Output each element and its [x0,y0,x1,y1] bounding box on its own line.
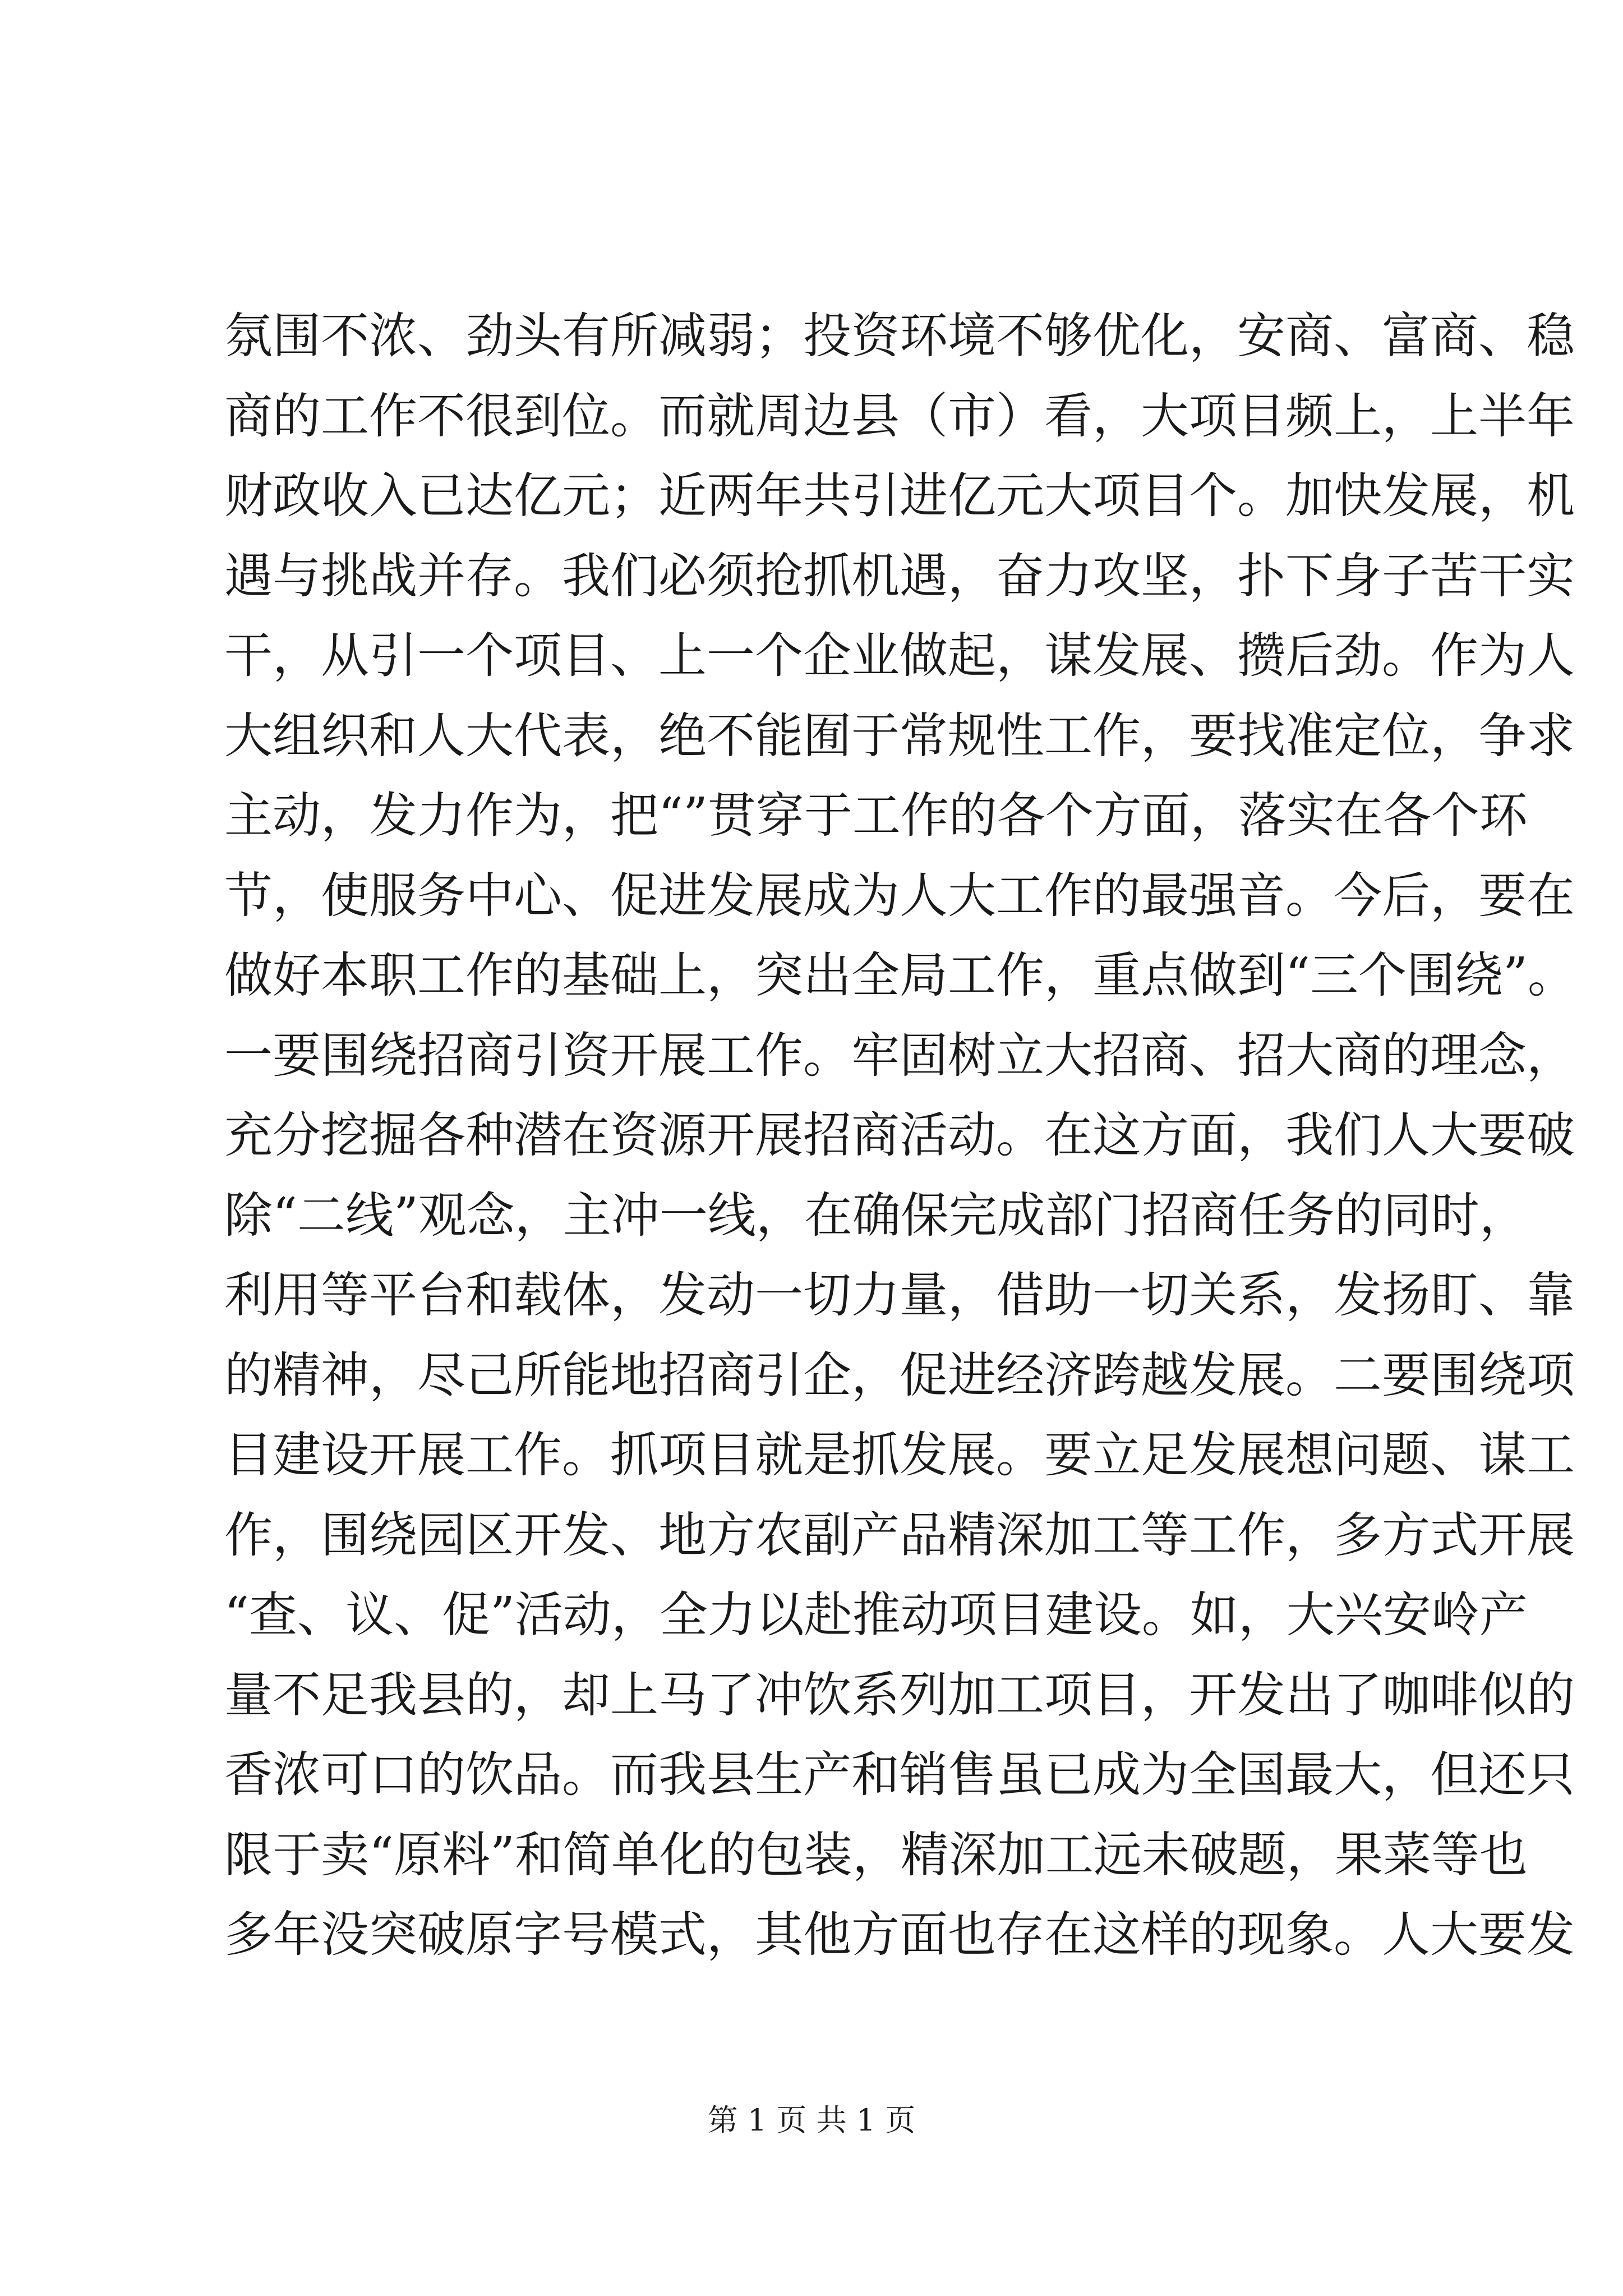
text-line: 遇与挑战并存。我们必须抢抓机遇，奋力攻坚，扑下身子苦干实 [224,547,1575,604]
text-line: 的精神，尽己所能地招商引企，促进经济跨越发展。二要围绕项 [224,1347,1575,1404]
text-line: 多年没突破原字号模式，其他方面也存在这样的现象。人大要发 [224,1907,1575,1963]
text-line: 充分挖掘各种潜在资源开展招商活动。在这方面，我们人大要破 [224,1107,1575,1163]
text-line: 做好本职工作的基础上，突出全局工作，重点做到“三个围绕”。 [224,947,1576,1004]
text-line: 作，围绕园区开发、地方农副产品精深加工等工作，多方式开展 [224,1507,1575,1563]
text-line: 氛围不浓、劲头有所减弱；投资环境不够优化，安商、富商、稳 [224,308,1575,364]
text-line: 一要围绕招商引资开展工作。牢固树立大招商、招大商的理念， [224,1027,1575,1084]
text-line: 主动，发力作为，把“”贯穿于工作的各个方面，落实在各个环 [224,788,1528,844]
text-line: 限于卖“原料”和简单化的包装，精深加工远未破题，果菜等也 [224,1826,1528,1883]
text-line: 大组织和人大代表，绝不能囿于常规性工作，要找准定位，争求 [224,707,1575,764]
text-line: 目建设开展工作。抓项目就是抓发展。要立足发展想问题、谋工 [224,1427,1575,1483]
text-line: 商的工作不很到位。而就周边县（市）看，大项目频上，上半年 [224,388,1575,444]
text-line: 节，使服务中心、促进发展成为人大工作的最强音。今后，要在 [224,867,1575,924]
text-line: 干，从引一个项目、上一个企业做起，谋发展、攒后劲。作为人 [224,628,1575,684]
text-line: 香浓可口的饮品。而我县生产和销售虽已成为全国最大，但还只 [224,1747,1575,1803]
text-line: 量不足我县的，却上马了冲饮系列加工项目，开发出了咖啡似的 [224,1667,1575,1723]
text-line: 利用等平台和载体，发动一切力量，借助一切关系，发扬盯、靠 [224,1267,1575,1323]
text-line: “查、议、促”活动，全力以赴推动项目建设。如，大兴安岭产 [224,1587,1528,1643]
body-text [224,296,1576,1975]
text-line: 财政收入已达亿元；近两年共引进亿元大项目个。加快发展，机 [224,468,1575,524]
page-footer [0,2098,1623,2143]
text-line: 除“二线”观念，主冲一线，在确保完成部门招商任务的同时， [224,1187,1528,1244]
page-number-label: 第 1 页 共 1 页 [707,2102,916,2138]
